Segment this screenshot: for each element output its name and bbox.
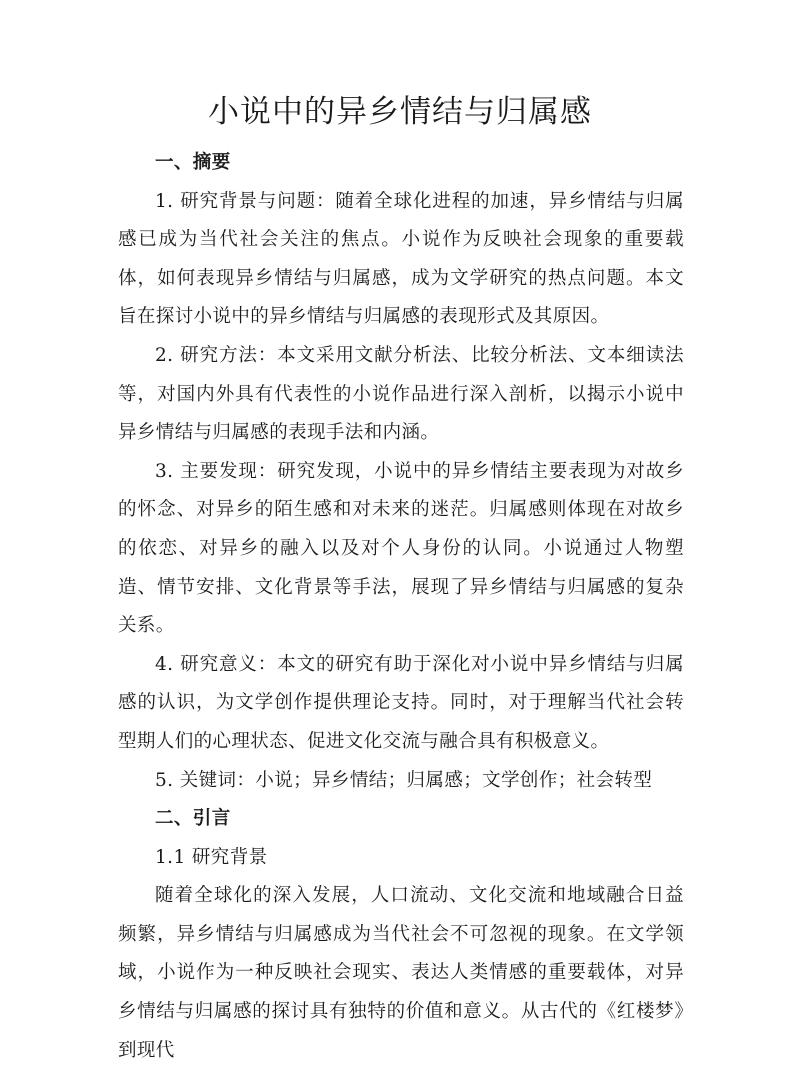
- abstract-item-findings: 3. 主要发现：研究发现，小说中的异乡情结主要表现为对故乡的怀念、对异乡的陌生感和对未来的迷茫。归属感则体现在对故乡的依恋、对异乡的融入以及对个人身份的认同。小说通过人物塑造、情节安排、文化背景等手法，展现了异乡情结与归属感的复杂关系。: [118, 460, 684, 637]
- abstract-item-background: 1. 研究背景与问题：随着全球化进程的加速，异乡情结与归属感已成为当代社会关注的焦点。小说作为反映社会现象的重要载体，如何表现异乡情结与归属感，成为文学研究的热点问题。本文旨在探讨小说中的异乡情结与归属感的表现形式及其原因。: [118, 190, 684, 328]
- abstract-item-keywords: 5. 关键词：小说；异乡情结；归属感；文学创作；社会转型: [155, 769, 653, 791]
- abstract-item-significance: 4. 研究意义：本文的研究有助于深化对小说中异乡情结与归属感的认识，为文学创作提供理论支持。同时，对于理解当代社会转型期人们的心理状态、促进文化交流与融合具有积极意义。: [118, 653, 684, 752]
- section-heading-abstract: 一、摘要: [155, 152, 231, 173]
- section-heading-introduction: 二、引言: [155, 808, 231, 830]
- abstract-item-method: 2. 研究方法：本文采用文献分析法、比较分析法、文本细读法等，对国内外具有代表性的小说作品进行深入剖析，以揭示小说中异乡情结与归属感的表现手法和内涵。: [118, 344, 684, 444]
- document-title: 小说中的异乡情结与归属感: [208, 94, 592, 130]
- document-body: [118, 144, 684, 1070]
- introduction-paragraph: 随着全球化的深入发展，人口流动、文化交流和地域融合日益频繁，异乡情结与归属感成为当代社会不可忽视的现象。在文学领域，小说作为一种反映社会现实、表达人类情感的重要载体，对异乡情结与归属感的探讨具有独特的价值和意义。从古代的《红楼梦》到现代: [118, 885, 684, 1061]
- subsection-heading-background: 1.1 研究背景: [155, 846, 268, 868]
